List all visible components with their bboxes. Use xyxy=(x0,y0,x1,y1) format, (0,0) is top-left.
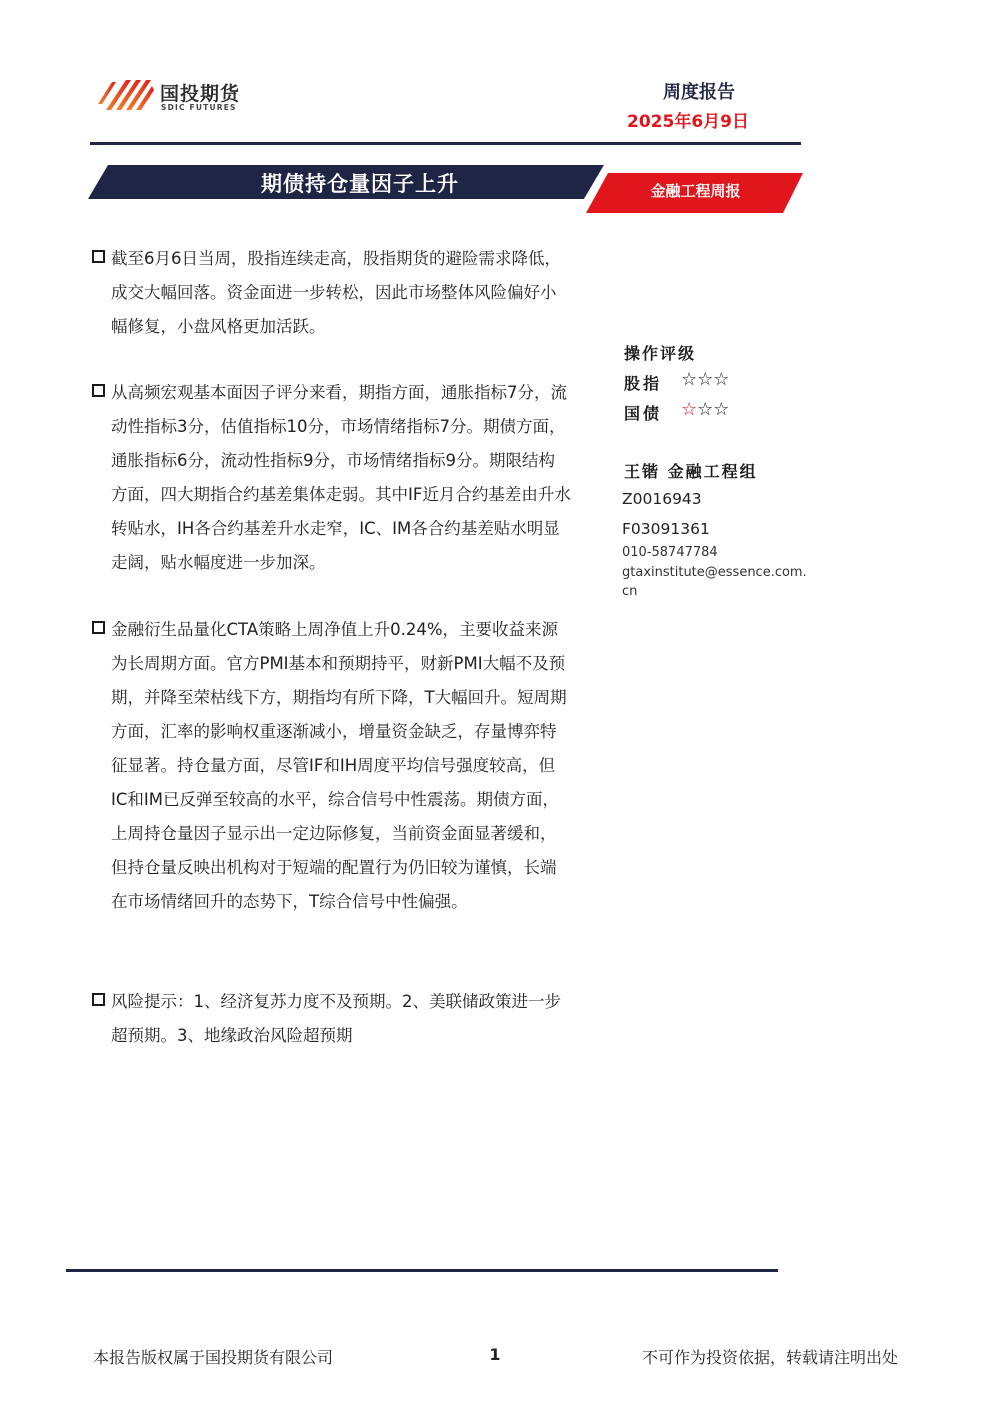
bullet-text: 风险提示：1、经济复苏力度不及预期。2、美联储政策进一步超预期。3、地缘政治风险超预期 xyxy=(111,992,561,1045)
bullet-text: 从高频宏观基本面因子评分来看，期指方面，通胀指标7分，流动性指标3分，估值指标10分，市场情绪指标7分。期债方面，通胀指标6分，流动性指标9分，市场情绪指标9分。期限结构方面，四大期指合约基差集体走弱。其中IF近月合约基差由升水转贴水，IH各合约基差升水走窄，IC、IM各合约基差贴水明显走阔，贴水幅度进一步加深。 xyxy=(111,383,571,572)
logo-name: 国投期货 xyxy=(160,83,241,105)
star-icon: ☆ xyxy=(697,399,714,420)
star-icon: ☆ xyxy=(681,369,698,390)
report-date: 2025年6月9日 xyxy=(627,112,749,132)
company-logo xyxy=(96,76,266,116)
report-category-tag: 金融工程周报 xyxy=(650,182,741,200)
logo-mark-icon xyxy=(96,76,156,116)
footer-divider xyxy=(66,1269,778,1272)
author-email[interactable]: gtaxinstitute@essence.com. xyxy=(622,565,807,580)
bullet-text: 截至6月6日当周，股指连续走高，股指期货的避险需求降低，成交大幅回落。资金面进一步转松，因此市场整体风险偏好小幅修复，小盘风格更加活跃。 xyxy=(111,249,561,336)
author-name: 王锴 金融工程组 xyxy=(624,462,758,481)
author-id-1: Z0016943 xyxy=(622,490,702,508)
rating-stars-index xyxy=(681,369,729,390)
author-id-2: F03091361 xyxy=(622,520,710,538)
page-title: 期债持仓量因子上升 xyxy=(261,172,459,196)
header-divider xyxy=(90,142,801,145)
star-icon-red: ☆ xyxy=(681,399,698,420)
logo-subtitle: SDIC FUTURES xyxy=(161,103,237,112)
bullet-square-icon xyxy=(92,250,105,263)
author-phone: 010-58747784 xyxy=(622,545,718,560)
rating-stars-bond xyxy=(681,399,729,420)
star-icon: ☆ xyxy=(713,399,730,420)
rating-label-bond: 国债 xyxy=(624,404,663,423)
page-number: 1 xyxy=(489,1345,501,1364)
star-icon: ☆ xyxy=(697,369,714,390)
bullet-square-icon xyxy=(92,621,105,634)
author-email-cont[interactable]: cn xyxy=(622,584,638,599)
copyright-text: 本报告版权属于国投期货有限公司 xyxy=(93,1348,334,1367)
rating-label-index: 股指 xyxy=(624,374,663,393)
disclaimer-text: 不可作为投资依据，转载请注明出处 xyxy=(641,1348,898,1367)
bullet-text: 金融衍生品量化CTA策略上周净值上升0.24%，主要收益来源为长周期方面。官方PMI基本和预期持平，财新PMI大幅不及预期，并降至荣枯线下方，期指均有所下降，T大幅回升。短周期方面，汇率的影响权重逐渐减小，增量资金缺乏，存量博弈特征显著。持仓量方面，尽管IF和IH周度平均信号强度较高，但IC和IM已反弹至较高的水平，综合信号中性震荡。期债方面，上周持仓量因子显示出一定边际修复，当前资金面显著缓和，但持仓量反映出机构对于短端的配置行为仍旧较为谨慎，长端在市场情绪回升的态势下，T综合信号中性偏强。 xyxy=(111,620,567,911)
report-type: 周度报告 xyxy=(663,82,735,103)
star-icon: ☆ xyxy=(713,369,730,390)
rating-title: 操作评级 xyxy=(624,344,697,363)
bullet-square-icon xyxy=(92,993,105,1006)
bullet-square-icon xyxy=(92,384,105,397)
